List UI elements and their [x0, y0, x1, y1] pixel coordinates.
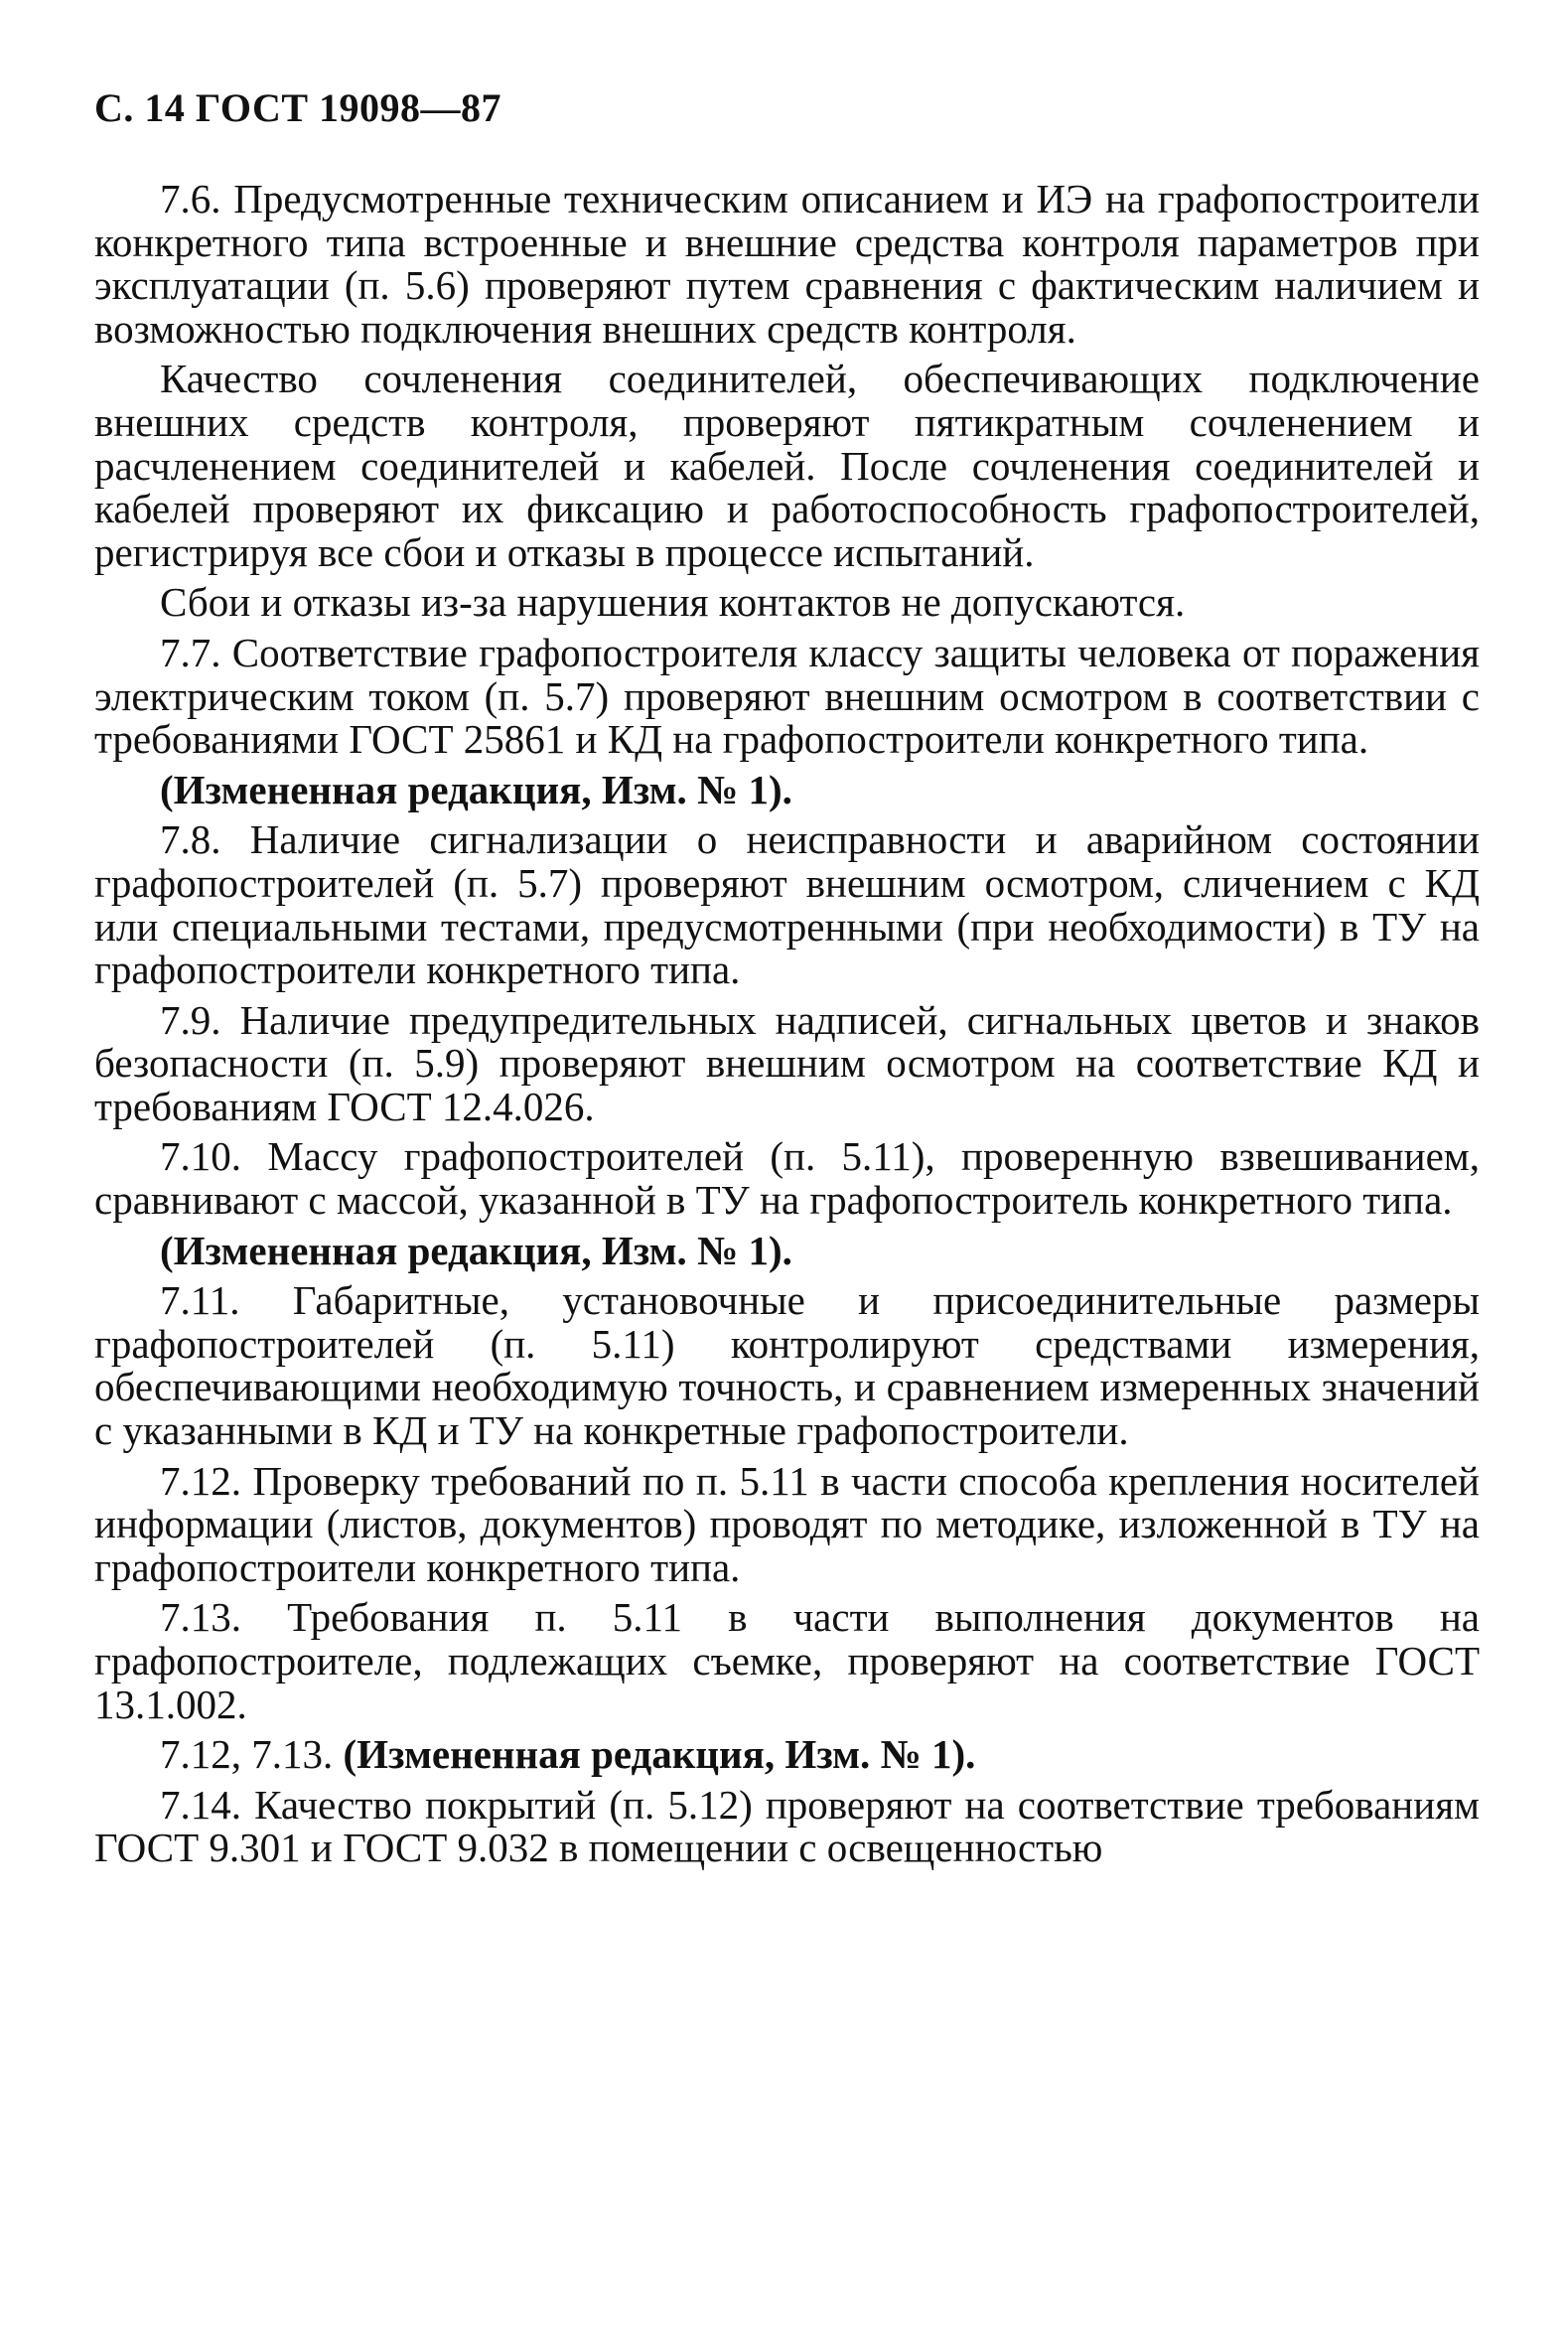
paragraph-7-11: 7.11. Габаритные, установочные и присоединительные размеры графопостроителей (п. 5.11) контролируют средствами измерения, обеспечивающими необходимую точность, и сравнением измеренных значений с указанными в КД и ТУ на конкретные графопостроители. [94, 1277, 1480, 1454]
paragraph-7-13: 7.13. Требования п. 5.11 в части выполнения документов на графопостроителе, подлежащих съемке, проверяют на соответствие ГОСТ 13.1.002. [94, 1594, 1480, 1727]
paragraph-7-7: 7.7. Соответствие графопостроителя классу защиты человека от поражения электрическим током (п. 5.7) проверяют внешним осмотром в соответствии с требованиями ГОСТ 25861 и КД на графопостроители конкретного типа. [94, 629, 1480, 763]
amendment-note: (Измененная редакция, Изм. № 1). [160, 1227, 792, 1273]
paragraph-7-10: 7.10. Массу графопостроителей (п. 5.11), проверенную взвешиванием, сравнивают с массой, указанной в ТУ на графопостроитель конкретного типа. [94, 1133, 1480, 1224]
page-header: С. 14 ГОСТ 19098—87 [94, 85, 502, 130]
paragraph-failures-note: Сбои и отказы из-за нарушения контактов не допускаются. [160, 579, 1186, 626]
amendment-bold: (Измененная редакция, Изм. № 1). [343, 1731, 976, 1778]
amendment-note: (Измененная редакция, Изм. № 1). [160, 766, 792, 812]
paragraph-7-6: 7.6. Предусмотренные техническим описанием и ИЭ на графопостроители конкретного типа встроенные и внешние средства контроля параметров при эксплуатации (п. 5.6) проверяют путем сравнения с фактическим наличием и возможностью подключения внешних средств контроля. [94, 176, 1480, 352]
paragraph-connector-quality: Качество сочленения соединителей, обеспечивающих подключение внешних средств контроля, проверяют пятикратным сочленением и расчленением соединителей и кабелей. После сочленения соединителей и кабелей проверяют их фиксацию и работоспособность графопостроителей, регистрируя все сбои и отказы в процессе испытаний. [94, 356, 1480, 575]
document-page [94, 84, 1480, 1877]
paragraph-7-8: 7.8. Наличие сигнализации о неисправности и аварийном состоянии графопостроителей (п. 5.7) проверяют внешним осмотром, сличением с КД или специальными тестами, предусмотренными (при необходимости) в ТУ на графопостроители конкретного типа. [94, 816, 1480, 993]
amendment-prefix: 7.12, 7.13. [160, 1731, 344, 1778]
amendment-note-7-12-7-13 [94, 1733, 1480, 1777]
paragraph-7-14: 7.14. Качество покрытий (п. 5.12) проверяют на соответствие требованиям ГОСТ 9.301 и ГОСТ 9.032 в помещении с освещенностью [94, 1781, 1480, 1871]
paragraph-7-9: 7.9. Наличие предупредительных надписей, сигнальных цветов и знаков безопасности (п. 5.9) проверяют внешним осмотром на соответствие КД и требованиям ГОСТ 12.4.026. [94, 996, 1480, 1129]
paragraph-7-12: 7.12. Проверку требований по п. 5.11 в части способа крепления носителей информации (листов, документов) проводят по методике, изложенной в ТУ на графопостроители конкретного типа. [94, 1457, 1480, 1590]
